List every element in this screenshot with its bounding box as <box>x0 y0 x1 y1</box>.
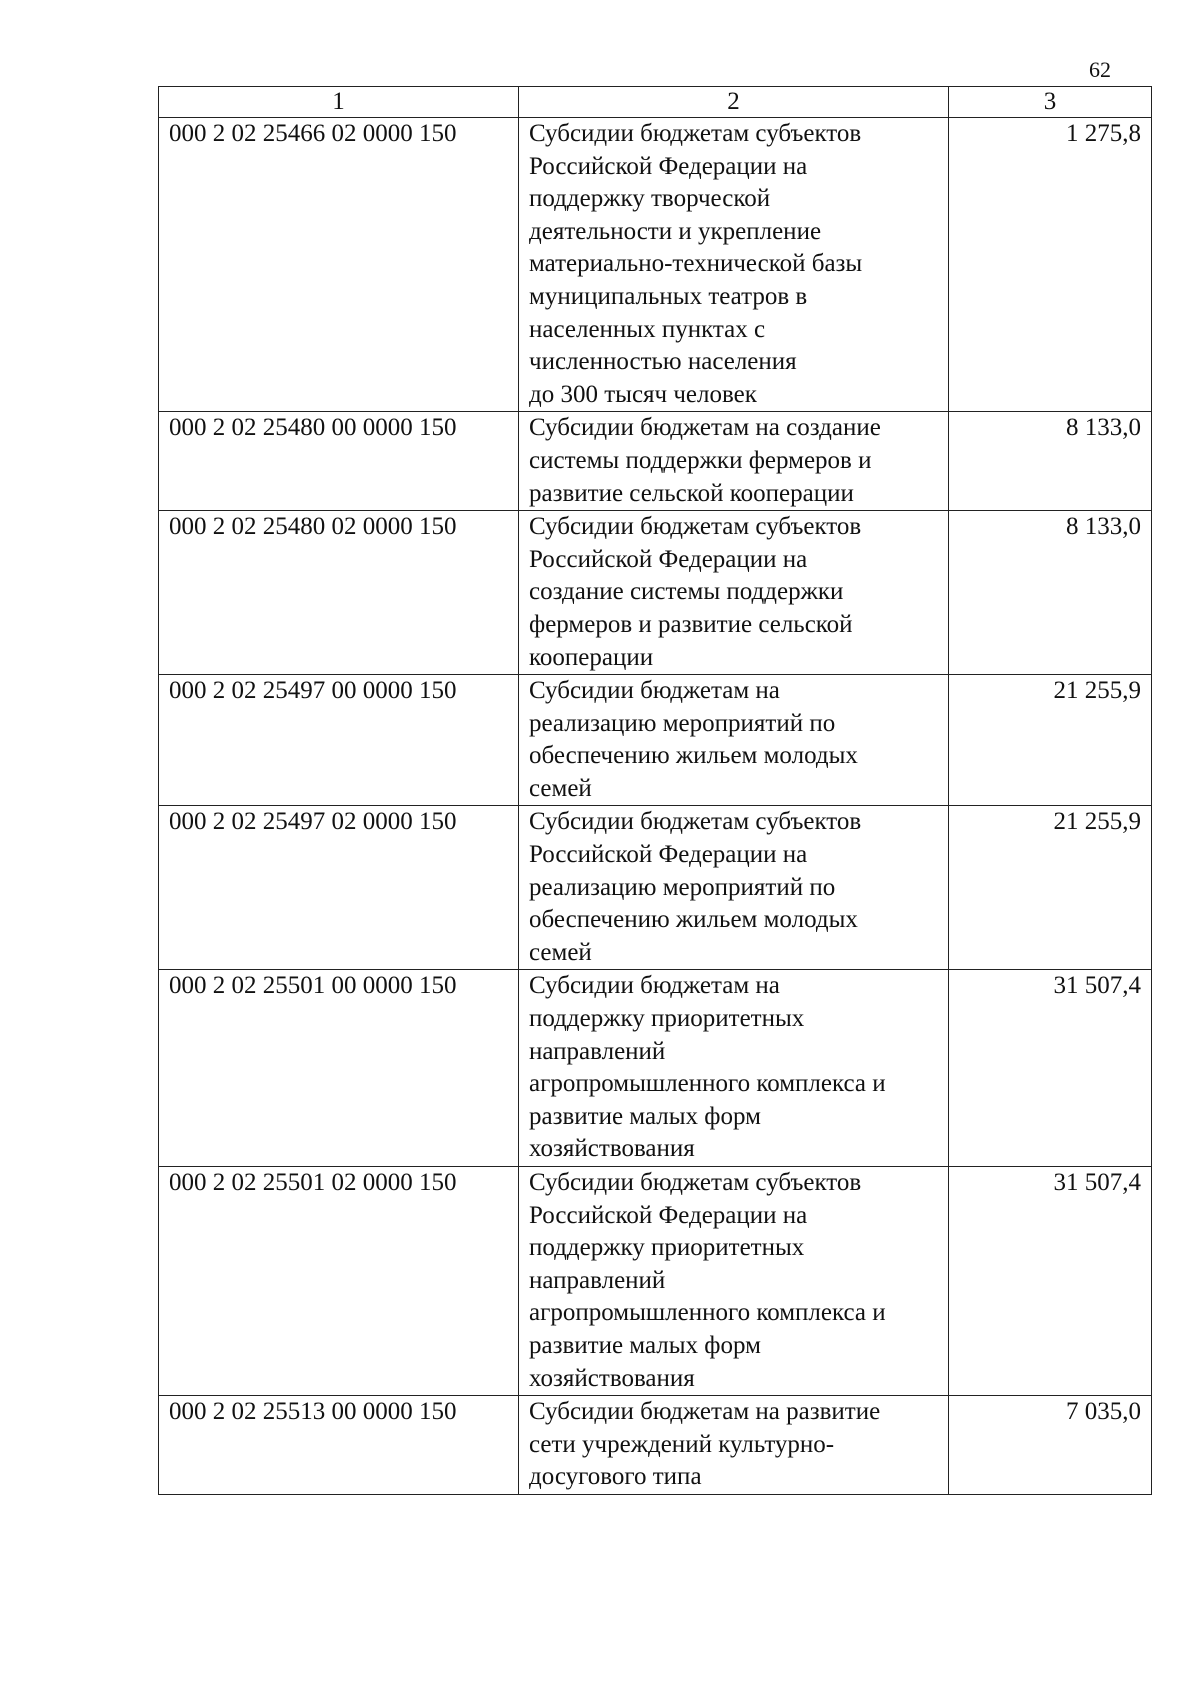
table-row <box>159 118 1152 412</box>
budget-code-cell: 000 2 02 25501 00 0000 150 <box>159 970 519 1167</box>
amount-cell: 7 035,0 <box>949 1396 1152 1495</box>
description-cell: Субсидии бюджетам субъектов Российской Федерации на реализацию мероприятий по обеспечению жильем молодых семей <box>519 806 949 970</box>
description-cell: Субсидии бюджетам субъектов Российской Федерации на поддержку творческой деятельности и укрепление материально-технической базы муниципальных театров в населенных пунктах с численностью населения до 300 тысяч человек <box>519 118 949 412</box>
budget-table <box>158 86 1152 1495</box>
page-number: 62 <box>1089 57 1111 82</box>
table-row <box>159 675 1152 806</box>
table-row <box>159 412 1152 511</box>
table-row <box>159 511 1152 675</box>
table-row <box>159 970 1152 1167</box>
table-row <box>159 806 1152 970</box>
budget-code-cell: 000 2 02 25466 02 0000 150 <box>159 118 519 412</box>
amount-cell: 21 255,9 <box>949 675 1152 806</box>
description-cell: Субсидии бюджетам на создание системы поддержки фермеров и развитие сельской кооперации <box>519 412 949 511</box>
description-cell: Субсидии бюджетам субъектов Российской Федерации на создание системы поддержки фермеров и развитие сельской кооперации <box>519 511 949 675</box>
header-row <box>159 87 1152 118</box>
budget-code-cell: 000 2 02 25480 02 0000 150 <box>159 511 519 675</box>
amount-cell: 1 275,8 <box>949 118 1152 412</box>
budget-code-cell: 000 2 02 25501 02 0000 150 <box>159 1167 519 1396</box>
description-cell: Субсидии бюджетам субъектов Российской Федерации на поддержку приоритетных направлений агропромышленного комплекса и развитие малых форм хозяйствования <box>519 1167 949 1396</box>
column-header-3: 3 <box>949 87 1152 118</box>
table-row <box>159 1396 1152 1495</box>
column-header-1: 1 <box>159 87 519 118</box>
description-cell: Субсидии бюджетам на реализацию мероприятий по обеспечению жильем молодых семей <box>519 675 949 806</box>
column-header-2: 2 <box>519 87 949 118</box>
amount-cell: 31 507,4 <box>949 1167 1152 1396</box>
amount-cell: 8 133,0 <box>949 412 1152 511</box>
budget-code-cell: 000 2 02 25497 00 0000 150 <box>159 675 519 806</box>
table-header <box>159 87 1152 118</box>
amount-cell: 31 507,4 <box>949 970 1152 1167</box>
table-row <box>159 1167 1152 1396</box>
description-cell: Субсидии бюджетам на поддержку приоритетных направлений агропромышленного комплекса и развитие малых форм хозяйствования <box>519 970 949 1167</box>
description-cell: Субсидии бюджетам на развитие сети учреждений культурно- досугового типа <box>519 1396 949 1495</box>
table-body <box>159 118 1152 1495</box>
budget-code-cell: 000 2 02 25513 00 0000 150 <box>159 1396 519 1495</box>
budget-code-cell: 000 2 02 25480 00 0000 150 <box>159 412 519 511</box>
amount-cell: 21 255,9 <box>949 806 1152 970</box>
budget-code-cell: 000 2 02 25497 02 0000 150 <box>159 806 519 970</box>
amount-cell: 8 133,0 <box>949 511 1152 675</box>
